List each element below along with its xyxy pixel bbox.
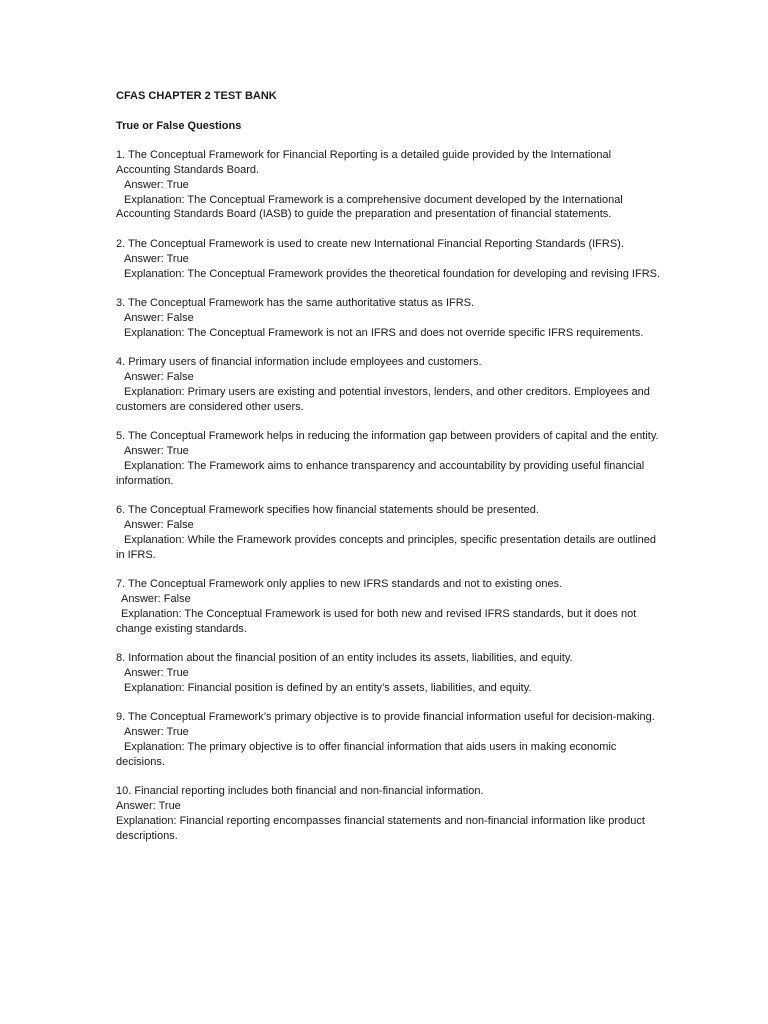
question-text: 4. Primary users of financial information include employees and customers. — [116, 356, 482, 369]
question-answer: Answer: True — [124, 726, 189, 739]
explanation-text: Explanation: The Framework aims to enhance transparency and accountability by providing useful financial information. — [116, 459, 645, 487]
document-title: CFAS CHAPTER 2 TEST BANK — [116, 90, 277, 102]
question-explanation — [116, 193, 661, 223]
explanation-text: Explanation: The Conceptual Framework is not an IFRS and does not override specific IFRS requirements. — [124, 326, 644, 339]
explanation-text: Explanation: The Conceptual Framework is a comprehensive document developed by the International Accounting Standards Board (IASB) to guide the preparation and presentation of financial statements. — [116, 193, 623, 221]
question-item — [116, 710, 661, 769]
question-item — [116, 237, 661, 281]
question-answer: Answer: False — [124, 371, 194, 384]
question-text: 2. The Conceptual Framework is used to create new International Financial Reporting Standards (IFRS). — [116, 237, 624, 250]
question-item — [116, 577, 661, 636]
question-explanation — [116, 385, 661, 415]
question-text: 9. The Conceptual Framework’s primary objective is to provide financial information useful for decision-making. — [116, 711, 655, 724]
question-item — [116, 148, 661, 222]
question-answer: Answer: True — [124, 178, 189, 191]
question-item — [116, 355, 661, 414]
explanation-text: Explanation: While the Framework provides concepts and principles, specific presentation details are outlined in IFRS. — [116, 533, 656, 561]
explanation-text: Explanation: Financial position is defined by an entity’s assets, liabilities, and equity. — [124, 681, 532, 694]
question-text: 10. Financial reporting includes both financial and non-financial information. — [116, 785, 484, 798]
question-answer: Answer: True — [124, 667, 189, 680]
question-answer: Answer: True — [124, 252, 189, 265]
question-text: 8. Information about the financial position of an entity includes its assets, liabilities, and equity. — [116, 652, 573, 665]
question-explanation — [116, 533, 661, 563]
question-explanation — [116, 267, 661, 282]
question-text: 3. The Conceptual Framework has the same authoritative status as IFRS. — [116, 297, 475, 310]
question-explanation — [116, 459, 661, 489]
question-text: 7. The Conceptual Framework only applies to new IFRS standards and not to existing ones. — [116, 578, 563, 591]
question-answer: Answer: False — [124, 519, 194, 532]
question-item — [116, 429, 661, 488]
section-title: True or False Questions — [116, 119, 242, 132]
question-item — [116, 784, 661, 843]
question-explanation — [116, 607, 661, 637]
question-explanation — [116, 740, 661, 770]
question-text: 6. The Conceptual Framework specifies how financial statements should be presented. — [116, 504, 539, 517]
question-text: 5. The Conceptual Framework helps in reducing the information gap between providers of capital and the entity. — [116, 430, 659, 443]
question-answer: Answer: True — [116, 800, 181, 813]
question-text: 1. The Conceptual Framework for Financial Reporting is a detailed guide provided by the International Accounting Standards Board. — [116, 149, 612, 176]
question-item — [116, 296, 661, 340]
question-answer: Answer: False — [121, 593, 191, 606]
explanation-text: Explanation: The Conceptual Framework is used for both new and revised IFRS standards, but it does not change existing standards. — [116, 607, 637, 635]
question-answer: Answer: True — [124, 445, 189, 458]
question-explanation — [116, 681, 661, 696]
explanation-text: Explanation: The Conceptual Framework provides the theoretical foundation for developing and revising IFRS. — [124, 267, 661, 280]
question-explanation — [116, 326, 661, 341]
question-item — [116, 503, 661, 562]
explanation-text: Explanation: Financial reporting encompasses financial statements and non-financial information like product descriptions. — [116, 815, 645, 842]
explanation-text: Explanation: The primary objective is to offer financial information that aids users in making economic decisions. — [116, 741, 617, 768]
question-explanation — [116, 814, 661, 844]
question-answer: Answer: False — [124, 311, 194, 324]
explanation-text: Explanation: Primary users are existing and potential investors, lenders, and other creditors. Employees and customers are considered other users. — [116, 385, 650, 413]
question-item — [116, 651, 661, 695]
document-body — [116, 89, 661, 844]
